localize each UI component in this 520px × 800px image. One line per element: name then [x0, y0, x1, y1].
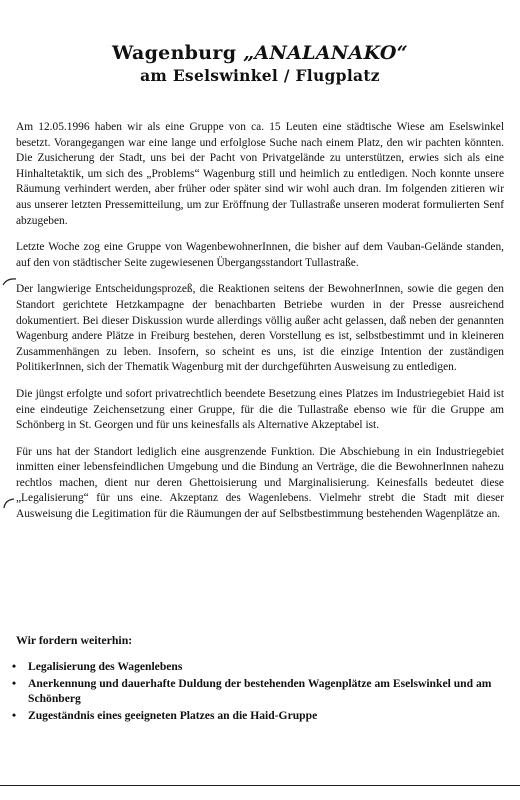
- title-prefix: Wagenburg: [112, 42, 244, 64]
- list-item: [10, 676, 510, 706]
- body-text: [16, 120, 504, 536]
- paragraph: Für uns hat der Standort lediglich eine ausgrenzende Funktion. Die Abschiebung in ein Industriegebiet inmitten einer lebensfeindlichen Umgebung und die Bindung an Verträge, die die BewohnerInnen nahezu rechtlos machen, dient nur deren Ghettoisierung und Marginalisierung. Keinesfalls bedeutet diese „Legalisierung“ für uns eine. Akzeptanz des Wagenlebens. Vielmehr strebt die Stadt mit dieser Ausweisung die Legitimation für die Räumungen der auf Selbstbestimmung bestehenden Wagenplätze an.: [16, 445, 504, 521]
- document-subtitle: am Eselswinkel / Flugplatz: [140, 66, 380, 85]
- bullet-icon: •: [12, 709, 17, 722]
- paragraph: Am 12.05.1996 haben wir als eine Gruppe von ca. 15 Leuten eine städtische Wiese am Eselswinkel besetzt. Vorangegangen war eine lange und erfolglose Suche nach einem Platz, den wir pachten könnten. Die Zusicherung der Stadt, uns bei der Pacht von Privatgelände zu unterstützen, erwies sich als eine Hinhaltetaktik, um sich des „Problems“ Wagenburg still und heimlich zu entledigen. Noch konnte unsere Räumung verhindert werden, aber früher oder später sind wir wohl auch dran. Im folgenden zitieren wir aus unserer letzten Pressemitteilung, um zur Eröffnung der Tullastraße unseren moderat formulierten Senf abzugeben.: [16, 121, 504, 227]
- list-item: [10, 659, 510, 674]
- bottom-divider: [0, 785, 520, 786]
- title-name: „ANALANAKO“: [243, 42, 408, 64]
- list-item-text: Legalisierung des Wagenlebens: [28, 660, 183, 673]
- demands-heading: Wir fordern weiterhin:: [16, 633, 133, 647]
- bullet-icon: •: [12, 660, 17, 673]
- list-item: [10, 708, 510, 723]
- document-title: [0, 42, 520, 64]
- paragraph: Letzte Woche zog eine Gruppe von WagenbewohnerInnen, die bisher auf dem Vauban-Gelände standen, auf den von städtischer Seite zugewiesenen Übergangsstandort Tullastraße.: [16, 241, 504, 269]
- demands-list: [10, 659, 510, 725]
- bullet-icon: •: [12, 677, 17, 690]
- paragraph: Die jüngst erfolgte und sofort privatrechtlich beendete Besetzung eines Platzes im Industriegebiet Haid ist eine eindeutige Zeichensetzung einer Gruppe, für die die Tullastraße ebenso wie für die Gruppe am Schönberg in St. Georgen und für uns keinesfalls als Alternative Akzeptabel ist.: [16, 387, 504, 432]
- list-item-text: Zugeständnis eines geeigneten Platzes an die Haid-Gruppe: [28, 709, 318, 722]
- list-item-text: Anerkennung und dauerhafte Duldung der bestehenden Wagenplätze am Eselswinkel und am Schönberg: [28, 677, 492, 705]
- paragraph: Der langwierige Entscheidungsprozeß, die Reaktionen seitens der BewohnerInnen, sowie die gegen den Standort gerichtete Hetzkampagne der benachbarten Betriebe wurden in der Presse ausreichend dokumentiert. Bei dieser Diskussion wurde allerdings völlig außer acht gelassen, daß neben der genannten Wagenburg andere Plätze in Freiburg bestehen, deren Vorstellung es ist, selbstbestimmt und in kleineren Zusammenhängen zu leben. Insofern, so scheint es uns, ist die einzige Intention der zuständigen PolitikerInnen, sich der Thematik Wagenburg mit der durchgeführten Ausweisung zu entledigen.: [16, 283, 504, 374]
